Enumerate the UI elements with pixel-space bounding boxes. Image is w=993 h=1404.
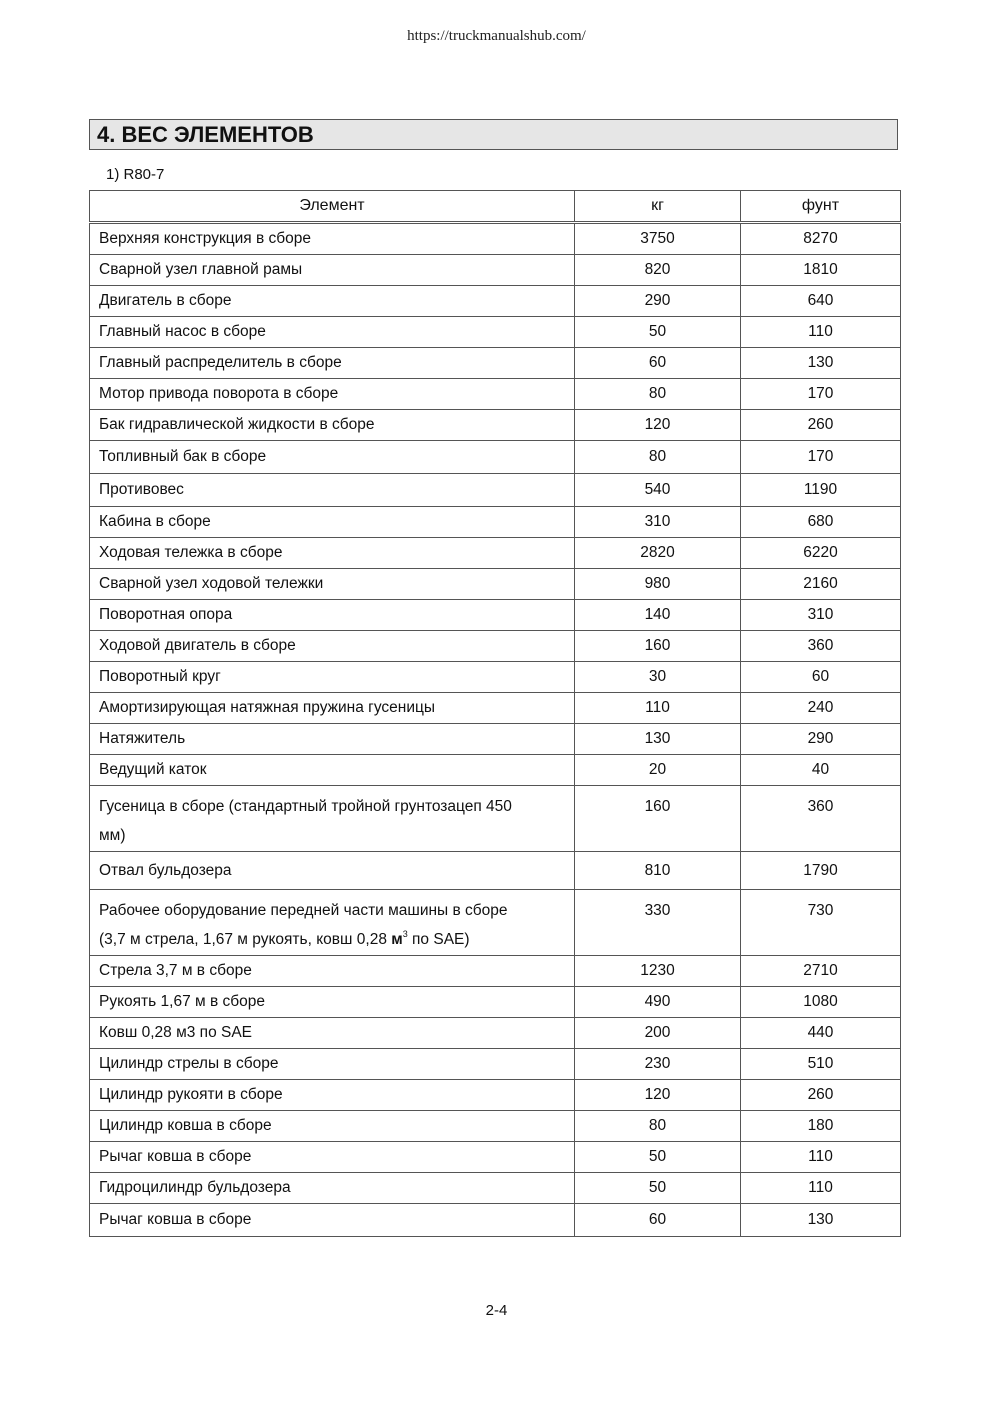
row-weight-kg: 820 — [575, 255, 741, 286]
row-weight-lb: 110 — [741, 1142, 901, 1173]
row-weight-lb: 260 — [741, 410, 901, 441]
table-row — [90, 538, 901, 569]
table-row — [90, 852, 901, 890]
table-row — [90, 786, 901, 852]
row-weight-lb: 110 — [741, 317, 901, 348]
row-weight-lb: 290 — [741, 724, 901, 755]
row-element-name: Цилиндр рукояти в сборе — [90, 1080, 575, 1111]
row-weight-kg: 120 — [575, 1080, 741, 1111]
table-header-row — [90, 191, 901, 223]
row-element-name: Гидроцилиндр бульдозера — [90, 1173, 575, 1204]
table-row — [90, 1142, 901, 1173]
table-row — [90, 890, 901, 956]
row-element-name: Отвал бульдозера — [90, 852, 575, 890]
table-row — [90, 1018, 901, 1049]
row-weight-lb: 1810 — [741, 255, 901, 286]
row-element-name: Главный насос в сборе — [90, 317, 575, 348]
row-weight-kg: 30 — [575, 662, 741, 693]
row-element-name: Ведущий каток — [90, 755, 575, 786]
row-weight-lb: 8270 — [741, 223, 901, 255]
row-element-name: Поворотная опора — [90, 600, 575, 631]
row-weight-kg: 120 — [575, 410, 741, 441]
row-weight-kg: 490 — [575, 987, 741, 1018]
row-element-name-line2-a: (3,7 м стрела, 1,67 м рукоять, ковш 0,28 — [99, 931, 392, 948]
table-row — [90, 724, 901, 755]
row-element-name: Рычаг ковша в сборе — [90, 1204, 575, 1237]
weights-table — [89, 190, 901, 1237]
row-element-name: Амортизирующая натяжная пружина гусеницы — [90, 693, 575, 724]
row-element-name-line2 — [99, 925, 574, 954]
row-weight-kg: 50 — [575, 1173, 741, 1204]
row-weight-kg: 80 — [575, 1111, 741, 1142]
row-weight-lb: 110 — [741, 1173, 901, 1204]
row-weight-lb: 130 — [741, 348, 901, 379]
row-weight-kg: 160 — [575, 786, 741, 852]
row-element-name: Сварной узел главной рамы — [90, 255, 575, 286]
row-weight-kg: 980 — [575, 569, 741, 600]
row-element-name: Двигатель в сборе — [90, 286, 575, 317]
row-element-name: Главный распределитель в сборе — [90, 348, 575, 379]
row-weight-lb: 510 — [741, 1049, 901, 1080]
row-weight-kg: 50 — [575, 317, 741, 348]
row-weight-lb: 40 — [741, 755, 901, 786]
row-weight-lb: 170 — [741, 379, 901, 410]
row-element-name-line2: мм) — [99, 827, 126, 844]
table-row — [90, 693, 901, 724]
row-weight-kg: 2820 — [575, 538, 741, 569]
table-row — [90, 1111, 901, 1142]
row-weight-lb: 2710 — [741, 956, 901, 987]
row-element-name: Стрела 3,7 м в сборе — [90, 956, 575, 987]
row-element-name: Поворотный круг — [90, 662, 575, 693]
row-weight-kg: 290 — [575, 286, 741, 317]
table-row — [90, 507, 901, 538]
table-row — [90, 662, 901, 693]
table-row — [90, 987, 901, 1018]
superscript-3: 3 — [402, 929, 408, 939]
unit-cubic-meter: м — [391, 931, 403, 948]
table-row — [90, 755, 901, 786]
row-weight-lb: 1790 — [741, 852, 901, 890]
row-element-name: Рукоять 1,67 м в сборе — [90, 987, 575, 1018]
section-title: 4. ВЕС ЭЛЕМЕНТОВ — [89, 119, 898, 150]
row-element-name-line1: Гусеница в сборе (стандартный тройной грунтозацеп 450 — [99, 798, 512, 815]
header-url: https://truckmanualshub.com/ — [407, 28, 586, 44]
row-weight-lb: 260 — [741, 1080, 901, 1111]
row-weight-kg: 810 — [575, 852, 741, 890]
row-weight-lb: 440 — [741, 1018, 901, 1049]
row-weight-lb: 310 — [741, 600, 901, 631]
row-element-name-line1: Рабочее оборудование передней части машины в сборе — [99, 902, 508, 919]
row-weight-lb: 730 — [741, 890, 901, 956]
row-weight-lb: 6220 — [741, 538, 901, 569]
row-weight-lb: 130 — [741, 1204, 901, 1237]
table-row — [90, 600, 901, 631]
row-weight-kg: 160 — [575, 631, 741, 662]
row-weight-lb: 1190 — [741, 474, 901, 507]
row-weight-kg: 3750 — [575, 223, 741, 255]
row-weight-kg: 540 — [575, 474, 741, 507]
row-element-name: Кабина в сборе — [90, 507, 575, 538]
row-weight-lb: 170 — [741, 441, 901, 474]
row-element-name: Рычаг ковша в сборе — [90, 1142, 575, 1173]
row-element-name — [90, 890, 575, 956]
row-weight-lb: 1080 — [741, 987, 901, 1018]
row-weight-kg: 80 — [575, 441, 741, 474]
row-element-name: Противовес — [90, 474, 575, 507]
row-weight-kg: 140 — [575, 600, 741, 631]
row-weight-kg: 20 — [575, 755, 741, 786]
table-row — [90, 317, 901, 348]
row-weight-lb: 360 — [741, 631, 901, 662]
row-element-name: Сварной узел ходовой тележки — [90, 569, 575, 600]
row-weight-lb: 2160 — [741, 569, 901, 600]
row-element-name: Ковш 0,28 м3 по SAE — [90, 1018, 575, 1049]
row-weight-kg: 60 — [575, 1204, 741, 1237]
row-element-name: Верхняя конструкция в сборе — [90, 223, 575, 255]
row-weight-lb: 60 — [741, 662, 901, 693]
row-element-name — [90, 786, 575, 852]
row-weight-kg: 230 — [575, 1049, 741, 1080]
row-element-name: Ходовой двигатель в сборе — [90, 631, 575, 662]
table-row — [90, 255, 901, 286]
table-row — [90, 348, 901, 379]
table-row — [90, 1204, 901, 1237]
table-row — [90, 286, 901, 317]
row-weight-lb: 640 — [741, 286, 901, 317]
row-weight-lb: 180 — [741, 1111, 901, 1142]
row-weight-kg: 60 — [575, 348, 741, 379]
column-header-kg: кг — [575, 191, 741, 223]
page-number: 2-4 — [485, 1302, 508, 1319]
row-weight-kg: 200 — [575, 1018, 741, 1049]
table-row — [90, 410, 901, 441]
table-row — [90, 1173, 901, 1204]
table-row — [90, 631, 901, 662]
table-row — [90, 569, 901, 600]
row-weight-kg: 110 — [575, 693, 741, 724]
row-element-name: Топливный бак в сборе — [90, 441, 575, 474]
table-row — [90, 474, 901, 507]
row-weight-kg: 50 — [575, 1142, 741, 1173]
subsection-title: 1) R80-7 — [106, 166, 165, 183]
row-weight-kg: 310 — [575, 507, 741, 538]
row-weight-kg: 130 — [575, 724, 741, 755]
row-element-name-line2-b: по SAE) — [407, 931, 470, 948]
row-weight-lb: 360 — [741, 786, 901, 852]
row-element-name: Ходовая тележка в сборе — [90, 538, 575, 569]
row-element-name: Цилиндр стрелы в сборе — [90, 1049, 575, 1080]
column-header-element: Элемент — [90, 191, 575, 223]
row-element-name: Бак гидравлической жидкости в сборе — [90, 410, 575, 441]
table-row — [90, 956, 901, 987]
row-weight-lb: 680 — [741, 507, 901, 538]
row-weight-kg: 1230 — [575, 956, 741, 987]
row-weight-kg: 80 — [575, 379, 741, 410]
row-weight-lb: 240 — [741, 693, 901, 724]
row-element-name: Цилиндр ковша в сборе — [90, 1111, 575, 1142]
row-element-name: Натяжитель — [90, 724, 575, 755]
row-weight-kg: 330 — [575, 890, 741, 956]
table-row — [90, 1080, 901, 1111]
table-row — [90, 441, 901, 474]
table-row — [90, 1049, 901, 1080]
table-row — [90, 379, 901, 410]
column-header-lb: фунт — [741, 191, 901, 223]
table-row — [90, 223, 901, 255]
row-element-name: Мотор привода поворота в сборе — [90, 379, 575, 410]
